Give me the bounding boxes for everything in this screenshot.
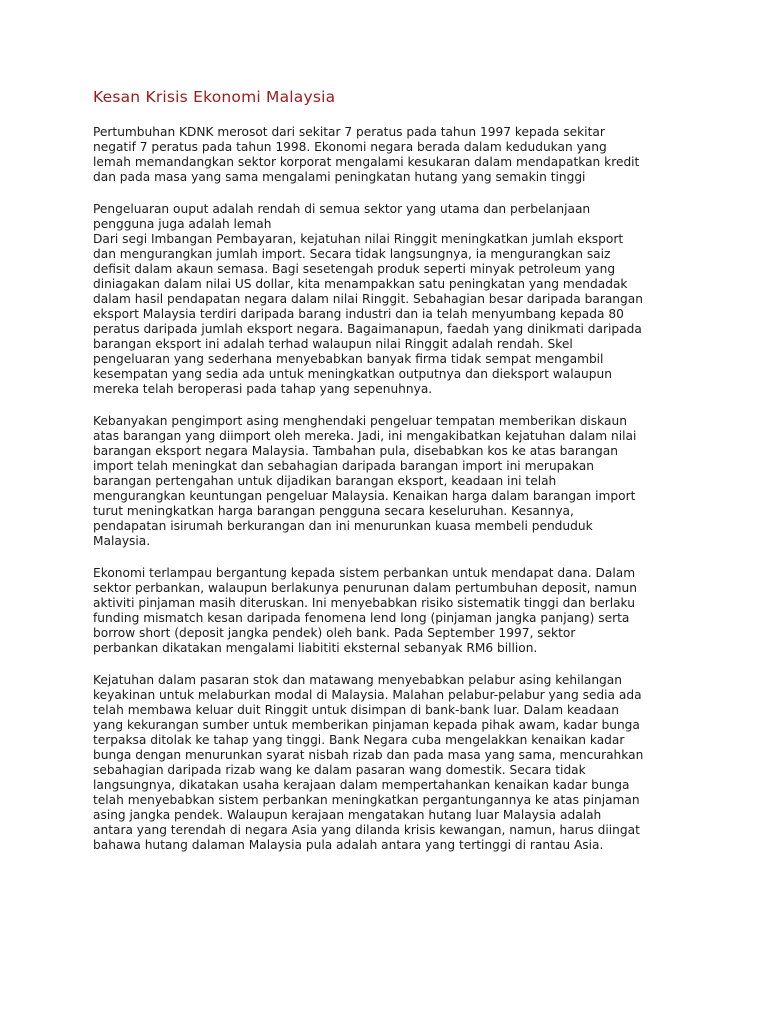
paragraph-line: mereka telah beroperasi pada tahap yang sepenuhnya. bbox=[93, 382, 433, 396]
paragraph-line: negatif 7 peratus pada tahun 1998. Ekonomi negara berada dalam kedudukan yang bbox=[93, 140, 607, 154]
paragraph-line: Dari segi Imbangan Pembayaran, kejatuhan nilai Ringgit meningkatkan jumlah eksport bbox=[93, 232, 624, 246]
paragraph-line: aktiviti pinjaman masih diteruskan. Ini menyebabkan risiko sistematik tinggi dan berlaku bbox=[93, 596, 635, 610]
paragraph-line: pengguna juga adalah lemah bbox=[93, 217, 272, 231]
paragraph-line: dan pada masa yang sama mengalami peningkatan hutang yang semakin tinggi bbox=[93, 170, 586, 184]
paragraph-line: telah menyebabkan sistem perbankan meningkatkan pergantungannya ke atas pinjaman bbox=[93, 793, 640, 807]
paragraph-line: keyakinan untuk melaburkan modal di Malaysia. Malahan pelabur-pelabur yang sedia ada bbox=[93, 688, 642, 702]
paragraph-line: mengurangkan keuntungan pengeluar Malaysia. Kenaikan harga dalam barangan import bbox=[93, 489, 636, 503]
paragraph-line: Malaysia. bbox=[93, 534, 151, 548]
paragraph-line: borrow short (deposit jangka pendek) oleh bank. Pada September 1997, sektor bbox=[93, 626, 576, 640]
document-body bbox=[93, 125, 693, 870]
paragraph bbox=[93, 202, 693, 397]
paragraph bbox=[93, 125, 693, 185]
paragraph-line: pengeluaran yang sederhana menyebabkan banyak firma tidak sempat mengambil bbox=[93, 352, 604, 366]
paragraph-line: sektor perbankan, walaupun berlakunya penurunan dalam pertumbuhan deposit, namun bbox=[93, 581, 637, 595]
paragraph-line: atas barangan yang diimport oleh mereka. Jadi, ini mengakibatkan kejatuhan dalam nilai bbox=[93, 429, 637, 443]
paragraph-line: antara yang terendah di negara Asia yang dilanda krisis kewangan, namun, harus diingat bbox=[93, 823, 640, 837]
paragraph-line: langsungnya, dikatakan usaha kerajaan dalam mempertahankan kenaikan kadar bunga bbox=[93, 778, 630, 792]
paragraph-line: terpaksa ditolak ke tahap yang tinggi. Bank Negara cuba mengelakkan kenaikan kadar bbox=[93, 733, 625, 747]
paragraph-line: telah membawa keluar duit Ringgit untuk disimpan di bank-bank luar. Dalam keadaan bbox=[93, 703, 619, 717]
paragraph-line: Pengeluaran ouput adalah rendah di semua sektor yang utama dan perbelanjaan bbox=[93, 202, 591, 216]
paragraph-line: dan mengurangkan jumlah import. Secara tidak langsungnya, ia mengurangkan saiz bbox=[93, 247, 611, 261]
paragraph-line: Pertumbuhan KDNK merosot dari sekitar 7 peratus pada tahun 1997 kepada sekitar bbox=[93, 125, 605, 139]
paragraph-line: Kejatuhan dalam pasaran stok dan matawang menyebabkan pelabur asing kehilangan bbox=[93, 673, 622, 687]
paragraph-line: barangan eksport ini adalah terhad walaupun nilai Ringgit adalah rendah. Skel bbox=[93, 337, 573, 351]
paragraph-line: kesempatan yang sedia ada untuk meningkatkan outputnya dan dieksport walaupun bbox=[93, 367, 612, 381]
paragraph-line: peratus daripada jumlah eksport negara. Bagaimanapun, faedah yang dinikmati daripada bbox=[93, 322, 642, 336]
paragraph-line: defisit dalam akaun semasa. Bagi sesetengah produk seperti minyak petroleum yang bbox=[93, 262, 616, 276]
paragraph-line: diniagakan dalam nilai US dollar, kita menampakkan satu peningkatan yang mendadak bbox=[93, 277, 628, 291]
paragraph-line: pendapatan isirumah berkurangan dan ini menurunkan kuasa membeli penduduk bbox=[93, 519, 593, 533]
paragraph-line: bahawa hutang dalaman Malaysia pula adalah antara yang tertinggi di rantau Asia. bbox=[93, 838, 604, 852]
paragraph-line: asing jangka pendek. Walaupun kerajaan mengatakan hutang luar Malaysia adalah bbox=[93, 808, 602, 822]
paragraph-line: Kebanyakan pengimport asing menghendaki pengeluar tempatan memberikan diskaun bbox=[93, 414, 627, 428]
paragraph bbox=[93, 673, 693, 853]
paragraph-line: bunga dengan menurunkan syarat nisbah rizab dan pada masa yang sama, mencurahkan bbox=[93, 748, 644, 762]
paragraph-line: yang kekurangan sumber untuk memberikan pinjaman kepada pihak awam, kadar bunga bbox=[93, 718, 640, 732]
paragraph-line: barangan pertengahan untuk dijadikan barangan eksport, keadaan ini telah bbox=[93, 474, 557, 488]
paragraph-line: Ekonomi terlampau bergantung kepada sistem perbankan untuk mendapat dana. Dalam bbox=[93, 566, 636, 580]
document-title: Kesan Krisis Ekonomi Malaysia bbox=[93, 88, 336, 106]
paragraph-line: barangan eksport negara Malaysia. Tambahan pula, disebabkan kos ke atas barangan bbox=[93, 444, 618, 458]
paragraph bbox=[93, 414, 693, 549]
paragraph-line: turut meningkatkan harga barangan pengguna secara keseluruhan. Kesannya, bbox=[93, 504, 574, 518]
paragraph-line: lemah memandangkan sektor korporat mengalami kesukaran dalam mendapatkan kredit bbox=[93, 155, 640, 169]
paragraph-line: dalam hasil pendapatan negara dalam nilai Ringgit. Sebahagian besar daripada barangan bbox=[93, 292, 643, 306]
paragraph bbox=[93, 566, 693, 656]
paragraph-line: perbankan dikatakan mengalami liabititi eksternal sebanyak RM6 billion. bbox=[93, 641, 538, 655]
paragraph-line: funding mismatch kesan daripada fenomena lend long (pinjaman jangka panjang) serta bbox=[93, 611, 630, 625]
paragraph-line: eksport Malaysia terdiri daripada barang industri dan ia telah menyumbang kepada 80 bbox=[93, 307, 624, 321]
paragraph-line: sebahagian daripada rizab wang ke dalam pasaran wang domestik. Secara tidak bbox=[93, 763, 586, 777]
paragraph-line: import telah meningkat dan sebahagian daripada barangan import ini merupakan bbox=[93, 459, 594, 473]
